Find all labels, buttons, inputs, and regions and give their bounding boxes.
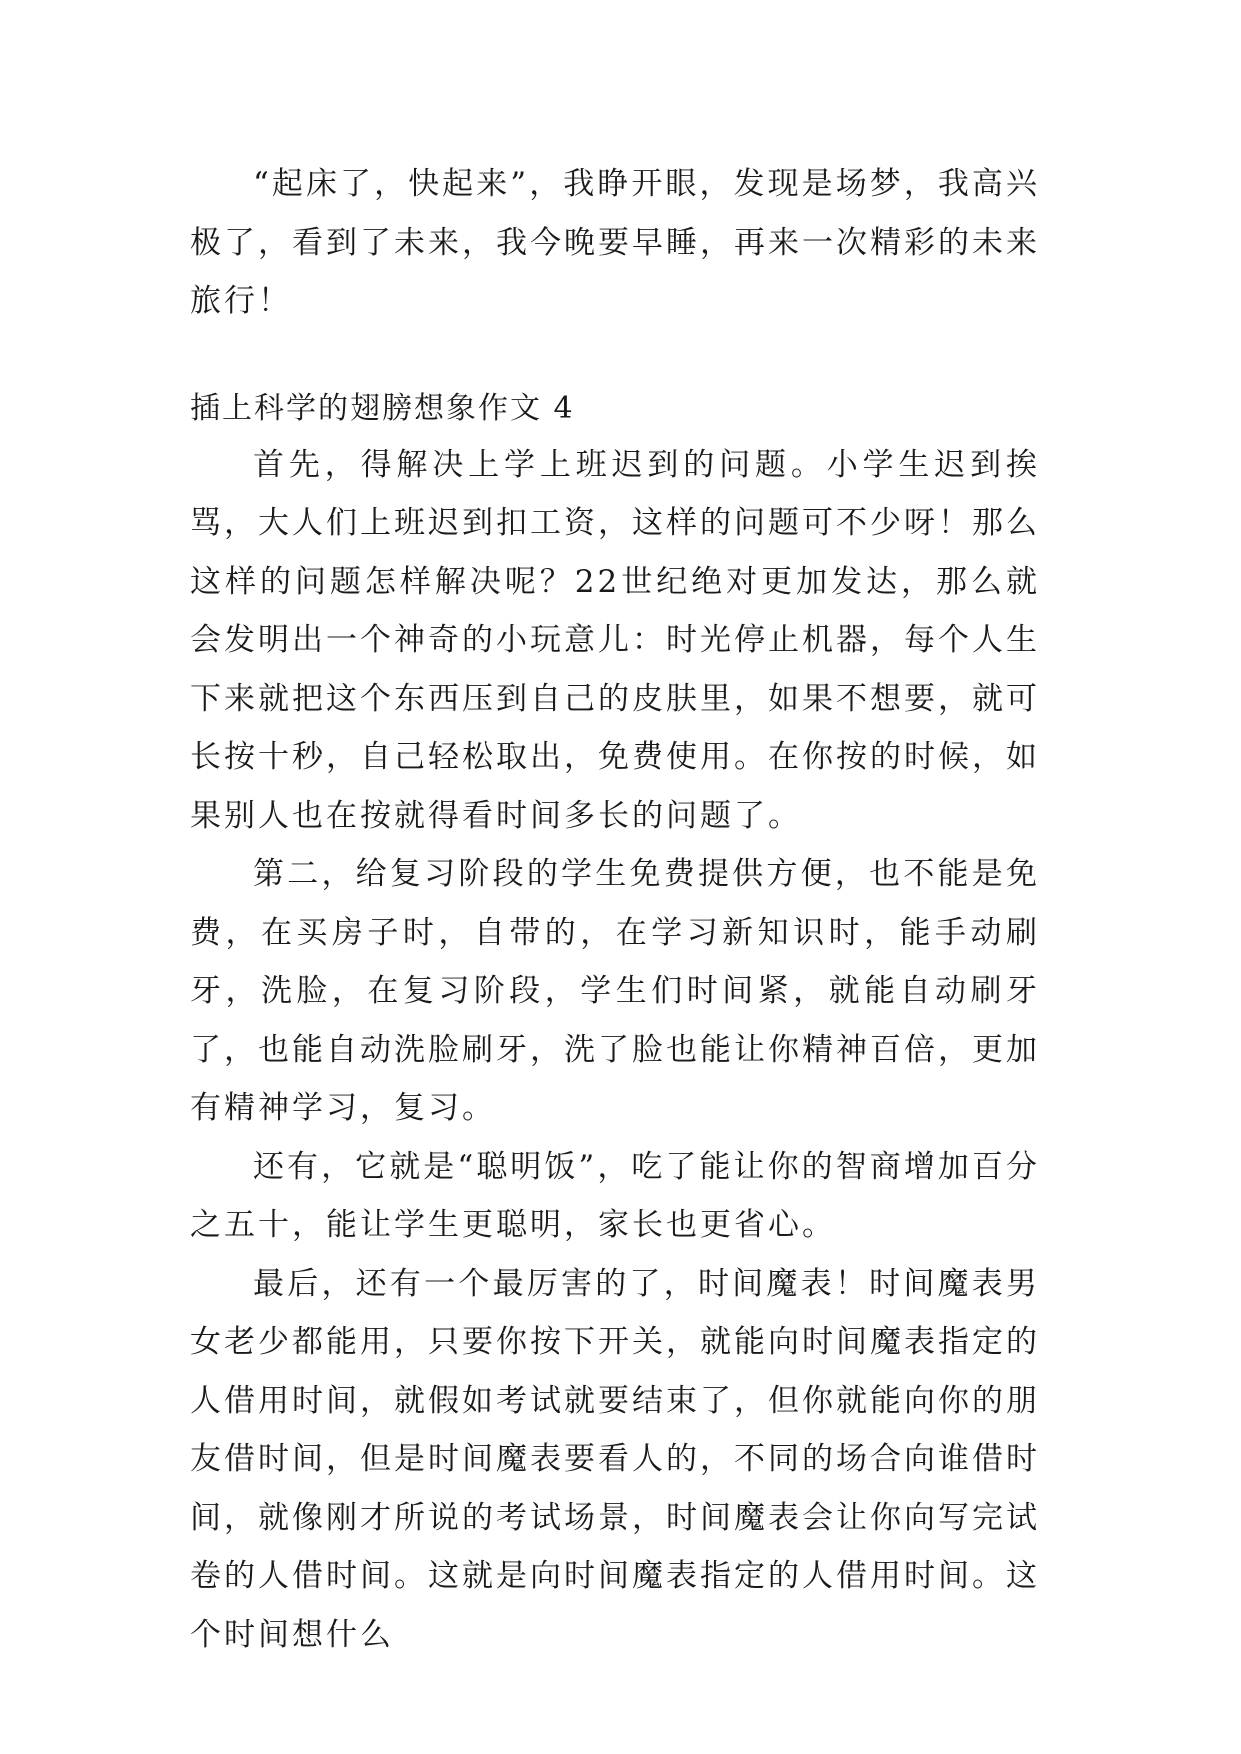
paragraph-4: 最后，还有一个最厉害的了，时间魔表！时间魔表男女老少都能用，只要你按下开关，就能向时间魔表指定的人借用时间，就假如考试就要结束了，但你就能向你的朋友借时间，但是时间魔表要看人的，不同的场合向谁借时间，就像刚才所说的考试场景，时间魔表会让你向写完试卷的人借时间。这就是向时间魔表指定的人借用时间。这个时间想什么 (190, 1265, 1040, 1653)
section-heading: 插上科学的翅膀想象作文 4 (190, 390, 575, 426)
paragraph-3: 还有，它就是“聪明饭”，吃了能让你的智商增加百分之五十，能让学生更聪明，家长也更省心。 (190, 1148, 1040, 1243)
paragraph-ending: “起床了，快起来”，我睁开眼，发现是场梦，我高兴极了，看到了未来，我今晚要早睡，再来一次精彩的未来旅行！ (190, 166, 1040, 319)
paragraph-2: 第二，给复习阶段的学生免费提供方便，也不能是免费，在买房子时，自带的，在学习新知识时，能手动刷牙，洗脸，在复习阶段，学生们时间紧，就能自动刷牙了，也能自动洗脸刷牙，洗了脸也能让你精神百倍，更加有精神学习，复习。 (190, 856, 1040, 1126)
document-body (190, 155, 1040, 1664)
paragraph-1: 首先，得解决上学上班迟到的问题。小学生迟到挨骂，大人们上班迟到扣工资，这样的问题可不少呀！那么这样的问题怎样解决呢？22世纪绝对更加发达，那么就会发明出一个神奇的小玩意儿：时光停止机器，每个人生下来就把这个东西压到自己的皮肤里，如果不想要，就可长按十秒，自己轻松取出，免费使用。在你按的时候，如果别人也在按就得看时间多长的问题了。 (190, 446, 1040, 834)
